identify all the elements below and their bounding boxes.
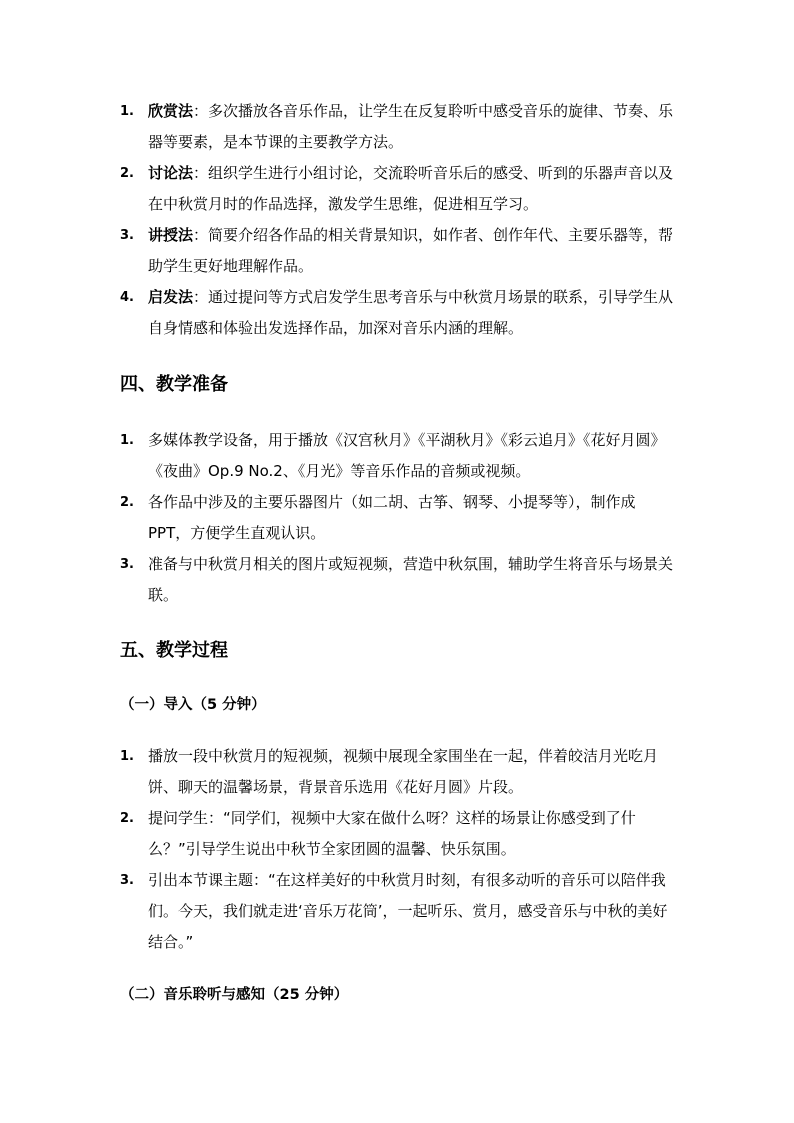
- subsection-heading-listening: （二）音乐聆听与感知（25 分钟）: [120, 987, 349, 1003]
- list-number: 2.: [120, 495, 134, 510]
- term-separator: ：: [193, 226, 209, 244]
- intro-steps-list: [120, 741, 676, 958]
- preparation-list: [120, 425, 676, 611]
- list-number: 3.: [120, 873, 134, 888]
- list-number: 3.: [120, 228, 134, 243]
- method-text: 组织学生进行小组讨论，交流聆听音乐后的感受、听到的乐器声音以及在中秋赏月时的作品选择，激发学生思维，促进相互学习。: [148, 164, 674, 213]
- list-item: [120, 803, 676, 865]
- section-heading-process: 五、教学过程: [120, 640, 228, 661]
- method-term: 讲授法: [148, 226, 194, 244]
- list-number: 4.: [120, 290, 134, 305]
- item-text: 引出本节课主题：“在这样美好的中秋赏月时刻，有很多动听的音乐可以陪伴我们。今天，我们就走进‘音乐万花筒’，一起听乐、赏月，感受音乐与中秋的美好结合。”: [148, 871, 668, 951]
- term-separator: ：: [193, 288, 209, 306]
- list-item: [120, 282, 676, 344]
- section-heading-preparation: 四、教学准备: [120, 374, 228, 395]
- method-term: 欣赏法: [148, 102, 194, 120]
- method-term: 讨论法: [148, 164, 194, 182]
- list-item: [120, 549, 676, 611]
- term-separator: ：: [193, 164, 209, 182]
- list-number: 2.: [120, 811, 134, 826]
- list-item: [120, 158, 676, 220]
- method-term: 启发法: [148, 288, 194, 306]
- list-number: 1.: [120, 433, 134, 448]
- list-item: [120, 425, 676, 487]
- method-text: 通过提问等方式启发学生思考音乐与中秋赏月场景的联系，引导学生从自身情感和体验出发选择作品，加深对音乐内涵的理解。: [148, 288, 674, 337]
- list-number: 1.: [120, 104, 134, 119]
- list-number: 3.: [120, 557, 134, 572]
- list-item: [120, 487, 676, 549]
- list-item: [120, 865, 676, 958]
- method-text: 多次播放各音乐作品，让学生在反复聆听中感受音乐的旋律、节奏、乐器等要素，是本节课的主要教学方法。: [148, 102, 674, 151]
- item-text: 多媒体教学设备，用于播放《汉宫秋月》《平湖秋月》《彩云追月》《花好月圆》《夜曲》Op.9 No.2、《月光》等音乐作品的音频或视频。: [148, 431, 666, 480]
- list-item: [120, 741, 676, 803]
- list-number: 1.: [120, 749, 134, 764]
- list-item: [120, 220, 676, 282]
- term-separator: ：: [193, 102, 209, 120]
- list-item: [120, 96, 676, 158]
- list-number: 2.: [120, 166, 134, 181]
- method-text: 简要介绍各作品的相关背景知识，如作者、创作年代、主要乐器等，帮助学生更好地理解作品。: [148, 226, 674, 275]
- teaching-methods-list: [120, 96, 676, 344]
- item-text: 准备与中秋赏月相关的图片或短视频，营造中秋氛围，辅助学生将音乐与场景关联。: [148, 555, 674, 604]
- item-text: 提问学生：“同学们，视频中大家在做什么呀？这样的场景让你感受到了什么？”引导学生说出中秋节全家团圆的温馨、快乐氛围。: [148, 809, 636, 858]
- subsection-heading-intro: （一）导入（5 分钟）: [120, 697, 266, 713]
- item-text: 各作品中涉及的主要乐器图片（如二胡、古筝、钢琴、小提琴等），制作成PPT，方便学生直观认识。: [148, 493, 636, 542]
- item-text: 播放一段中秋赏月的短视频，视频中展现全家围坐在一起，伴着皎洁月光吃月饼、聊天的温馨场景，背景音乐选用《花好月圆》片段。: [148, 747, 659, 796]
